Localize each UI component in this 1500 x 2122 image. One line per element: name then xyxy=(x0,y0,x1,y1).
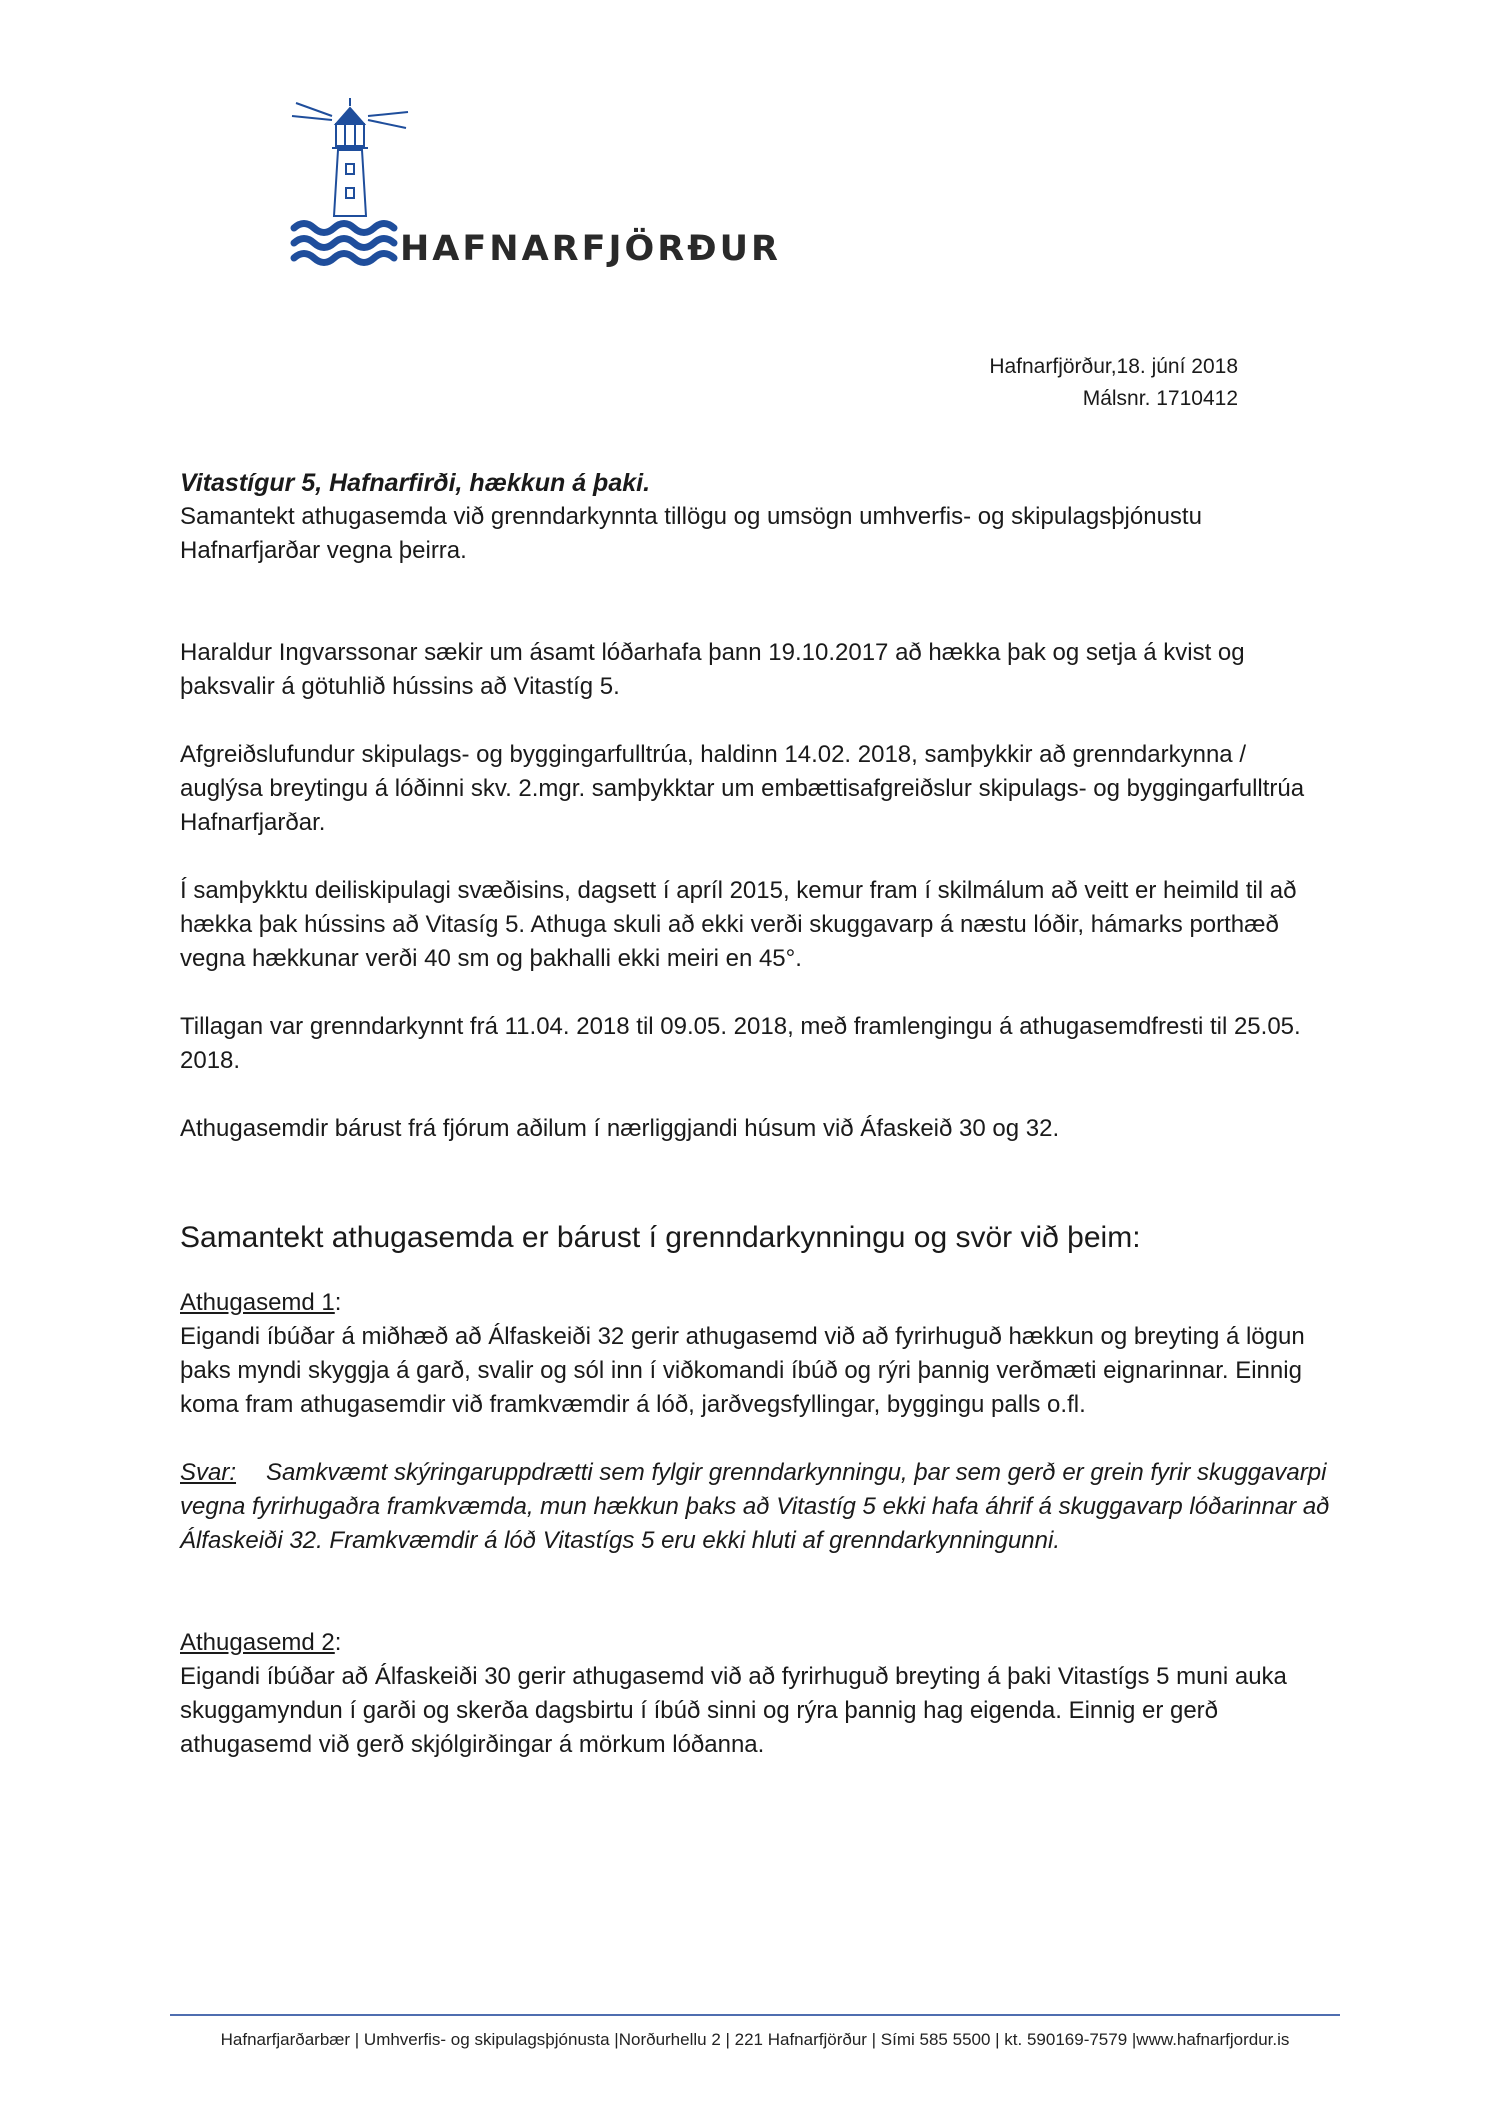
comment-2-label: Athugasemd 2 xyxy=(180,1629,335,1656)
paragraph: Athugasemdir bárust frá fjórum aðilum í nærliggjandi húsum við Áfaskeið 30 og 32. xyxy=(180,1115,1060,1142)
footer-text: Hafnarfjarðarbær | Umhverfis- og skipulagsþjónusta |Norðurhellu 2 | 221 Hafnarfjörður | Sími 585 5500 | kt. 590169-7579 |www.hafnarfjordur.is xyxy=(220,2030,1290,2049)
answer-1 xyxy=(180,1456,1330,1558)
intro-text: Samantekt athugasemda við grenndarkynnta tillögu og umsögn umhverfis- og skipulagsþjónustu Hafnarfjarðar vegna þeirra. xyxy=(180,503,1202,564)
footer-divider xyxy=(170,2014,1340,2016)
comment-2-text: Eigandi íbúðar að Álfaskeiði 30 gerir athugasemd við að fyrirhuguð breyting á þaki Vitastígs 5 muni auka skuggamyndun í garði og skerða dagsbirtu í íbúð sinni og rýra þannig hag eigenda. Einnig er gerð athugasemd við gerð skjólgirðingar á mörkum lóðanna. xyxy=(180,1663,1287,1758)
document-title: Vitastígur 5, Hafnarfirði, hækkun á þaki. xyxy=(180,469,651,497)
summary-heading: Samantekt athugasemda er bárust í grenndarkynningu og svör við þeim: xyxy=(180,1221,1141,1254)
paragraph: Í samþykktu deiliskipulagi svæðisins, dagsett í apríl 2015, kemur fram í skilmálum að veitt er heimild til að hækka þak hússins að Vitasíg 5. Athuga skuli að ekki verði skuggavarp á næstu lóðir, hámarks porthæð vegna hækkunar verði 40 sm og þakhalli ekki meiri en 45°. xyxy=(180,877,1297,972)
hafnarfjordur-logo xyxy=(290,98,790,278)
comment-label: Athugasemd 1: xyxy=(180,1289,342,1316)
paragraph: Haraldur Ingvarssonar sækir um ásamt lóðarhafa þann 19.10.2017 að hækka þak og setja á kvist og þaksvalir á götuhlið hússins að Vitastíg 5. xyxy=(180,639,1245,700)
letter-meta xyxy=(989,351,1238,415)
paragraph: Afgreiðslufundur skipulags- og byggingarfulltrúa, haldinn 14.02. 2018, samþykkir að grenndarkynna / auglýsa breytingu á lóðinni skv. 2.mgr. samþykktar um embættisafgreiðslur skipulags- og byggingarfulltrúa Hafnarfjarðar. xyxy=(180,741,1305,836)
answer-1-text: Samkvæmt skýringaruppdrætti sem fylgir grenndarkynningu, þar sem gerð er grein fyrir skuggavarpi vegna fyrirhugaðra framkvæmda, mun hækkun þaks að Vitastíg 5 ekki hafa áhrif á skuggavarp lóðarinnar að Álfaskeiði 32. Framkvæmdir á lóð Vitastígs 5 eru ekki hluti af grenndarkynningunni. xyxy=(180,1459,1330,1554)
lighthouse-icon xyxy=(290,98,410,278)
case-number: Málsnr. 1710412 xyxy=(1082,387,1238,410)
comment-label: Athugasemd 2: xyxy=(180,1629,342,1656)
comment-1-label: Athugasemd 1 xyxy=(180,1289,335,1316)
document-body xyxy=(180,466,1330,1762)
answer-1-label: Svar: xyxy=(180,1459,237,1486)
place-date: Hafnarfjörður,18. júní 2018 xyxy=(989,355,1238,378)
paragraph: Tillagan var grenndarkynnt frá 11.04. 2018 til 09.05. 2018, með framlengingu á athugasemdfresti til 25.05. 2018. xyxy=(180,1013,1301,1074)
logo-wordmark: HAFNARFJÖRÐUR xyxy=(400,229,781,269)
comment-1-text: Eigandi íbúðar á miðhæð að Álfaskeiði 32 gerir athugasemd við að fyrirhuguð hækkun og breyting á lögun þaks myndi skyggja á garð, svalir og sól inn í viðkomandi íbúð og rýri þannig verðmæti eignarinnar. Einnig koma fram athugasemdir við framkvæmdir á lóð, jarðvegsfyllingar, byggingu palls o.fl. xyxy=(180,1323,1305,1418)
